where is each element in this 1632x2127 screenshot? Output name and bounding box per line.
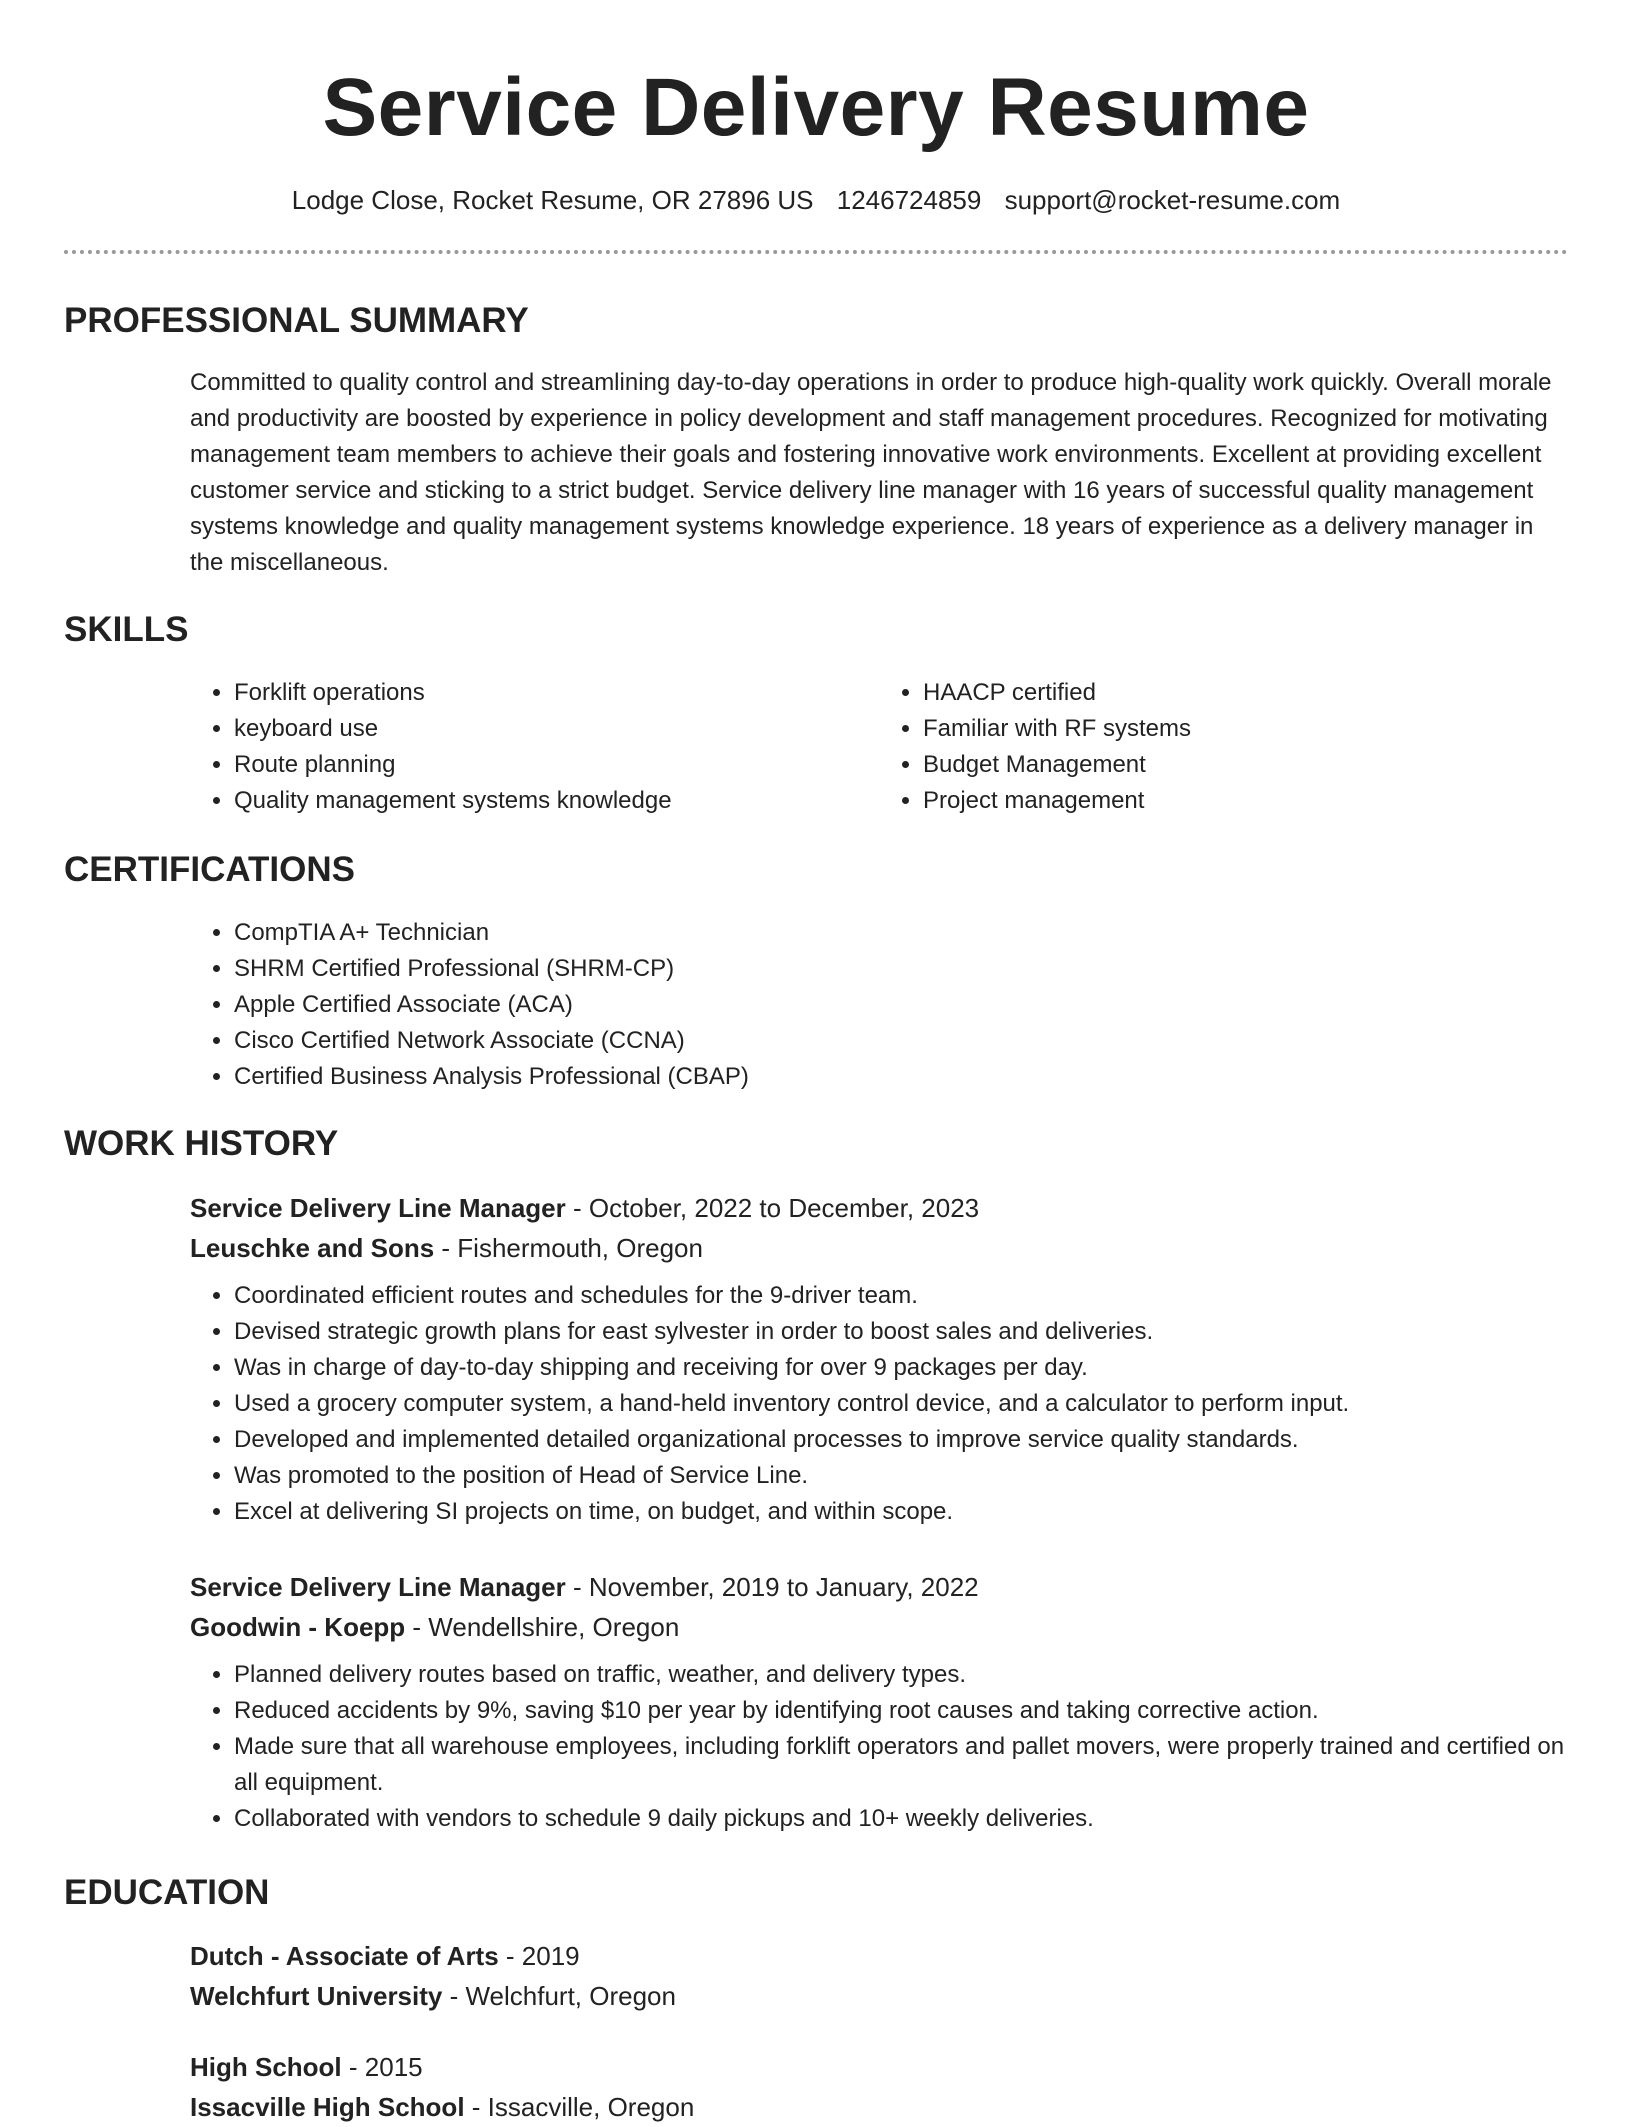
contact-email: support@rocket-resume.com <box>1004 185 1341 215</box>
certification-item: • Cisco Certified Network Associate (CCNA) <box>234 1023 1568 1059</box>
certification-item: • Certified Business Analysis Professional (CBAP) <box>234 1059 1568 1095</box>
education-entry <box>190 2047 1568 2127</box>
education-degree-line <box>190 1936 1568 1976</box>
job-bullets <box>190 1657 1568 1837</box>
contact-phone: 1246724859 <box>836 185 982 215</box>
education-school-line <box>190 1976 1568 2016</box>
education-school: Welchfurt University <box>190 1981 443 2011</box>
job-bullet: • Was in charge of day-to-day shipping and receiving for over 9 packages per day. <box>234 1350 1568 1386</box>
job-title-line <box>190 1567 1568 1607</box>
job-role: Service Delivery Line Manager <box>190 1572 566 1602</box>
summary-section <box>190 365 1568 581</box>
education-entry <box>190 1936 1568 2016</box>
education-degree-line <box>190 2047 1568 2087</box>
job-bullet: • Developed and implemented detailed organizational processes to improve service quality standards. <box>234 1422 1568 1458</box>
skill-item: • Quality management systems knowledge <box>234 783 879 819</box>
job-bullets <box>190 1278 1568 1530</box>
job-entry <box>190 1188 1568 1530</box>
job-entry <box>190 1567 1568 1837</box>
header-divider <box>64 250 1568 254</box>
skill-item: • keyboard use <box>234 711 879 747</box>
work-history-heading: WORK HISTORY <box>64 1124 339 1163</box>
certifications-heading: CERTIFICATIONS <box>64 850 356 889</box>
job-company-line <box>190 1607 1568 1647</box>
job-bullet: • Was promoted to the position of Head of Service Line. <box>234 1458 1568 1494</box>
summary-text: Committed to quality control and streamlining day-to-day operations in order to produce high-quality work quickly. Overall morale and productivity are boosted by experience in policy development and staff management procedures. Recognized for motivating management team members to achieve their goals and fostering innovative work environments. Excellent at providing excellent customer service and sticking to a strict budget. Service delivery line manager with 16 years of successful quality management systems knowledge and quality management systems knowledge experience. 18 years of experience as a delivery manager in the miscellaneous. <box>190 369 1552 576</box>
skill-item: • Project management <box>923 783 1568 819</box>
job-bullet: • Coordinated efficient routes and schedules for the 9-driver team. <box>234 1278 1568 1314</box>
job-bullet: • Reduced accidents by 9%, saving $10 per year by identifying root causes and taking corrective action. <box>234 1693 1568 1729</box>
education-location: - Welchfurt, Oregon <box>442 1981 676 2011</box>
job-bullet: • Planned delivery routes based on traffic, weather, and delivery types. <box>234 1657 1568 1693</box>
skill-item: • Budget Management <box>923 747 1568 783</box>
job-role: Service Delivery Line Manager <box>190 1193 566 1223</box>
job-company-line <box>190 1228 1568 1268</box>
job-dates: - October, 2022 to December, 2023 <box>565 1193 980 1223</box>
certification-item: • SHRM Certified Professional (SHRM-CP) <box>234 951 1568 987</box>
summary-heading: PROFESSIONAL SUMMARY <box>64 301 529 340</box>
skills-section <box>190 675 1568 819</box>
job-bullet: • Used a grocery computer system, a hand-held inventory control device, and a calculator to perform input. <box>234 1386 1568 1422</box>
skills-list-right <box>879 675 1568 819</box>
job-bullet: • Made sure that all warehouse employees, including forklift operators and pallet movers, were properly trained and certified on all equipment. <box>234 1729 1568 1801</box>
education-year: - 2015 <box>341 2052 423 2082</box>
skills-heading: SKILLS <box>64 610 189 649</box>
education-degree: High School <box>190 2052 342 2082</box>
certifications-section <box>190 915 1568 1095</box>
certifications-list <box>190 915 1568 1095</box>
education-heading: EDUCATION <box>64 1873 270 1912</box>
education-year: - 2019 <box>498 1941 580 1971</box>
job-location: - Wendellshire, Oregon <box>405 1612 680 1642</box>
skill-item: • Forklift operations <box>234 675 879 711</box>
education-school: Issacville High School <box>190 2092 465 2122</box>
skill-item: • HAACP certified <box>923 675 1568 711</box>
certification-item: • CompTIA A+ Technician <box>234 915 1568 951</box>
job-bullet: • Collaborated with vendors to schedule 9 daily pickups and 10+ weekly deliveries. <box>234 1801 1568 1837</box>
job-bullet: • Devised strategic growth plans for east sylvester in order to boost sales and deliveries. <box>234 1314 1568 1350</box>
resume-title: Service Delivery Resume <box>322 62 1310 153</box>
job-title-line <box>190 1188 1568 1228</box>
contact-address: Lodge Close, Rocket Resume, OR 27896 US <box>291 185 814 215</box>
job-company: Leuschke and Sons <box>190 1233 435 1263</box>
job-location: - Fishermouth, Oregon <box>434 1233 703 1263</box>
job-dates: - November, 2019 to January, 2022 <box>565 1572 979 1602</box>
education-school-line <box>190 2087 1568 2127</box>
job-company: Goodwin - Koepp <box>190 1612 406 1642</box>
education-location: - Issacville, Oregon <box>464 2092 695 2122</box>
contact-line <box>0 184 1632 216</box>
education-degree: Dutch - Associate of Arts <box>190 1941 499 1971</box>
skill-item: • Familiar with RF systems <box>923 711 1568 747</box>
certification-item: • Apple Certified Associate (ACA) <box>234 987 1568 1023</box>
job-bullet: • Excel at delivering SI projects on time, on budget, and within scope. <box>234 1494 1568 1530</box>
skills-list-left <box>190 675 879 819</box>
skill-item: • Route planning <box>234 747 879 783</box>
